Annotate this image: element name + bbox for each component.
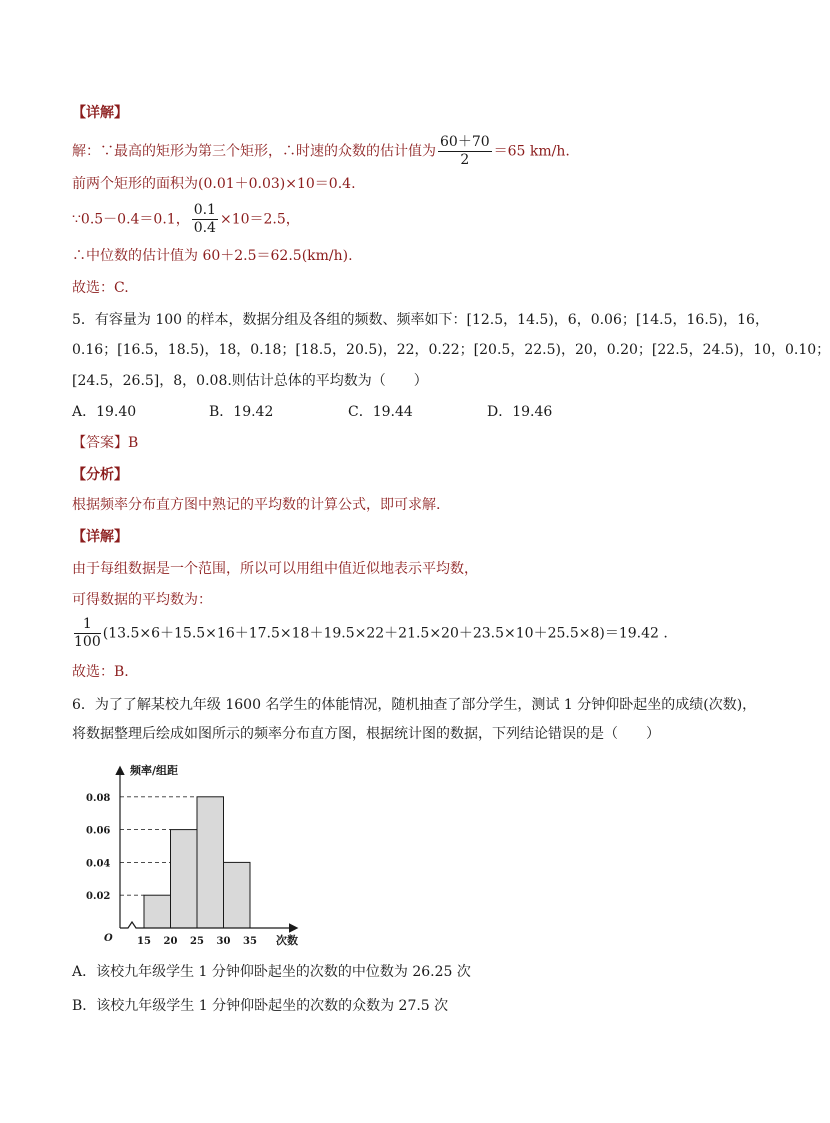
- x-tick-label: 35: [243, 936, 257, 947]
- q5-option-c: C．19.44: [348, 404, 413, 420]
- q4-solution-line1: 解：∵最高的矩形为第三个矩形，∴时速的众数的估计值为 $\frac{60+70}{2}$ ＝65 km/h.: [72, 134, 570, 168]
- q5-analysis: 根据频率分布直方图中熟记的平均数的计算公式，即可求解.: [72, 497, 441, 513]
- fraction: $\frac{0.1}{0.4}$: [193, 202, 216, 236]
- q5-answer: 【答案】B: [72, 435, 139, 451]
- fraction: $\frac{60+70}{2}$: [440, 134, 490, 168]
- q5-choice: 故选：B.: [72, 664, 129, 680]
- q5-stem-line2: 0.16；[16.5，18.5)，18，0.18；[18.5，20.5)，22，0.22；[20.5，22.5)，20，0.20；[22.5，24.5)，10，0.10；: [72, 342, 830, 358]
- y-tick-label: 0.08: [86, 792, 111, 804]
- q4-solution-line2: 前两个矩形的面积为(0.01＋0.03)×10＝0.4.: [72, 176, 356, 192]
- q5-option-d: D．19.46: [487, 404, 553, 420]
- frequency-histogram: [86, 760, 300, 950]
- x-axis-label: 次数: [276, 934, 298, 947]
- q5-stem-line1: 5．有容量为 100 的样本，数据分组及各组的频数、频率如下：[12.5，14.5)，6，0.06；[14.5，16.5)，16，: [72, 312, 769, 328]
- origin-label: O: [104, 933, 113, 944]
- q4-choice: 故选：C.: [72, 280, 129, 296]
- q5-detail-line1: 由于每组数据是一个范围，所以可以用组中值近似地表示平均数，: [72, 561, 478, 577]
- y-tick-label: 0.02: [86, 891, 111, 903]
- q6-stem-line2: 将数据整理后绘成如图所示的频率分布直方图，根据统计图的数据，下列结论错误的是（ ）: [72, 726, 660, 742]
- q4-solution-line4: ∴中位数的估计值为 60＋2.5＝62.5(km/h).: [72, 248, 353, 264]
- q6-stem-line1: 6．为了了解某校九年级 1600 名学生的体能情况，随机抽查了部分学生，测试 1 分钟仰卧起坐的成绩(次数)，: [72, 697, 757, 713]
- histogram-bar: [197, 797, 224, 928]
- detail-heading: 【详解】: [72, 105, 128, 121]
- x-tick-label: 15: [137, 936, 151, 947]
- q5-option-b: B．19.42: [209, 404, 274, 420]
- q5-formula: $\frac{1}{100}$ (13.5×6＋15.5×16＋17.5×18＋19.5×22＋21.5×20＋23.5×10＋25.5×8)＝19.42 .: [74, 616, 668, 650]
- y-axis-label: 频率/组距: [130, 764, 179, 777]
- q5-stem-line3: [24.5，26.5]，8，0.08.则估计总体的平均数为（ ）: [72, 373, 428, 389]
- bars: [144, 797, 250, 928]
- x-tick-label: 25: [190, 936, 204, 947]
- y-tick-label: 0.06: [86, 825, 111, 837]
- x-tick-label: 30: [216, 936, 231, 947]
- q4-solution-line3: ∵0.5－0.4＝0.1， $\frac{0.1}{0.4}$ ×10＝2.5，: [72, 202, 300, 236]
- y-tick-label: 0.04: [86, 858, 111, 870]
- detail-heading: 【详解】: [72, 529, 128, 545]
- histogram-bar: [144, 895, 171, 928]
- q5-option-a: A．19.40: [72, 404, 137, 420]
- histogram-bar: [171, 830, 198, 928]
- x-tick-label: 20: [163, 936, 178, 947]
- fraction: $\frac{1}{100}$: [74, 616, 101, 650]
- q6-option-b: B．该校九年级学生 1 分钟仰卧起坐的次数的众数为 27.5 次: [72, 998, 449, 1014]
- q5-detail-line2: 可得数据的平均数为：: [72, 592, 212, 608]
- analysis-heading: 【分析】: [72, 467, 128, 483]
- histogram-bar: [224, 862, 251, 928]
- q6-option-a: A．该校九年级学生 1 分钟仰卧起坐的次数的中位数为 26.25 次: [72, 964, 471, 980]
